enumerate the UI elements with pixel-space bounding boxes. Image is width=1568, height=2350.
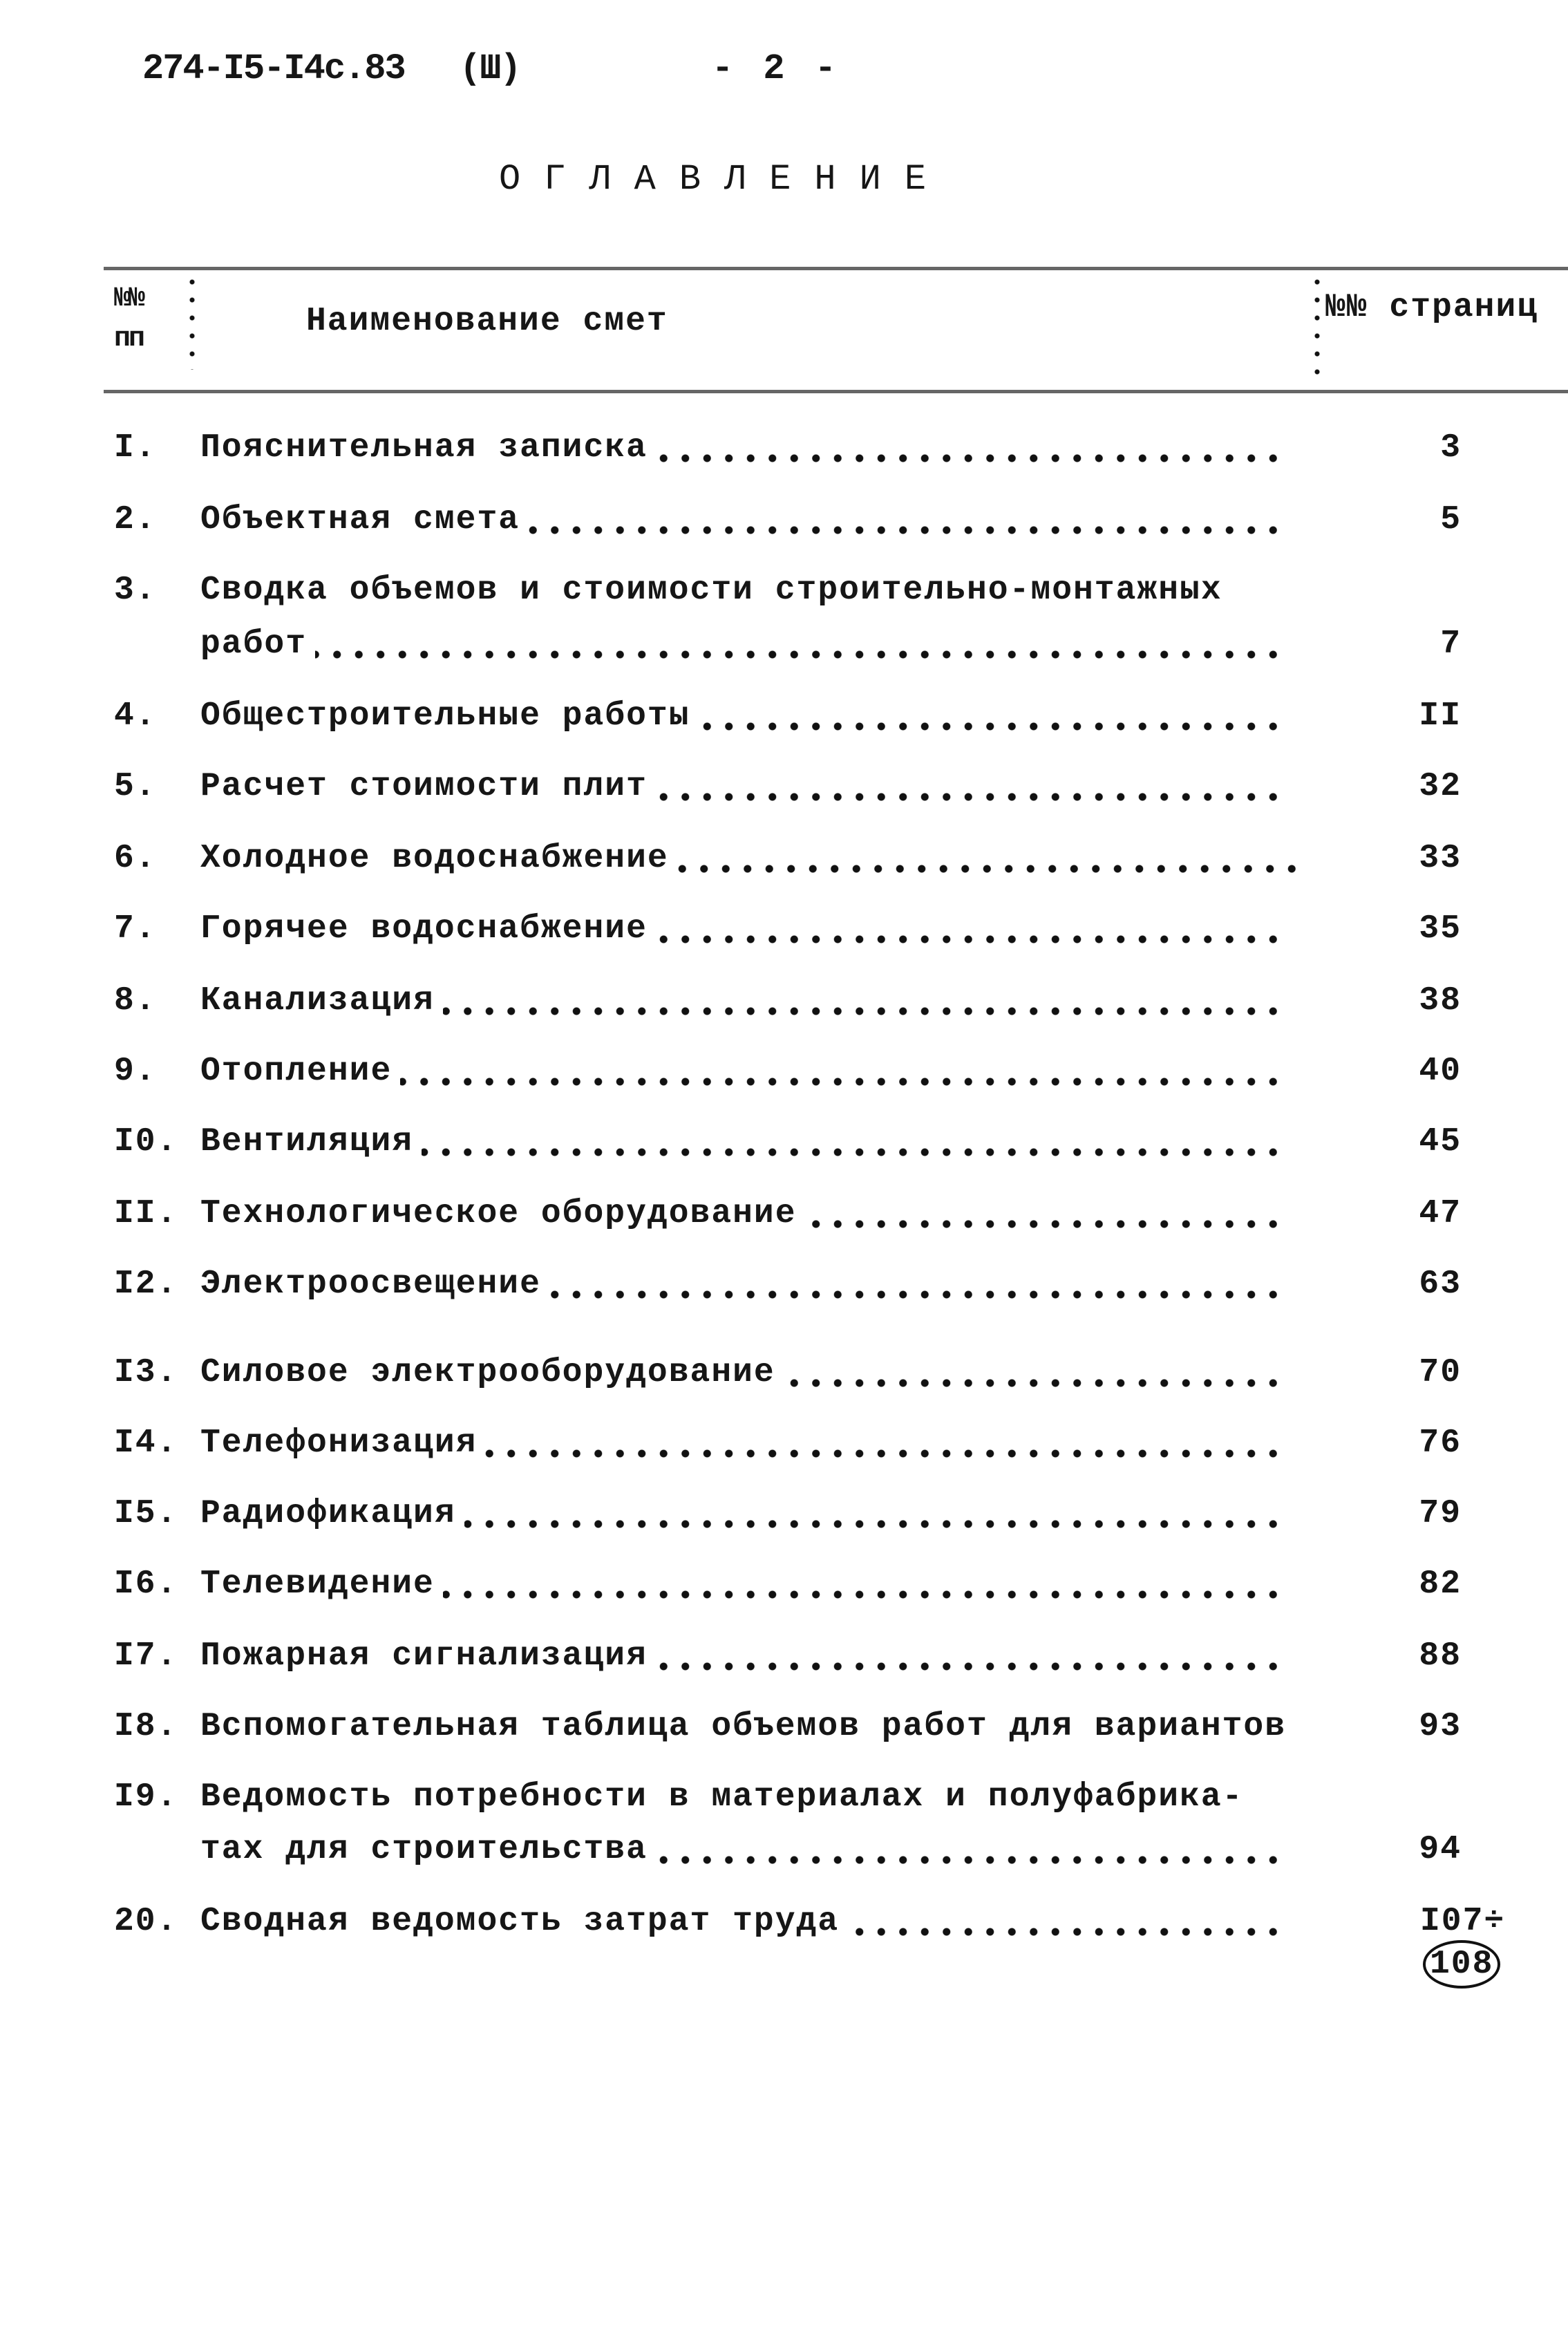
toc-item-number: 6.: [114, 840, 157, 877]
leader-dots: [805, 1217, 1284, 1231]
toc-item-title: работ: [200, 626, 308, 663]
toc-item-title: Телевидение: [200, 1566, 435, 1603]
toc-item-title: Канализация: [200, 982, 435, 1019]
toc-item-page: 32: [1419, 768, 1462, 805]
toc-item-number: I5.: [114, 1495, 178, 1532]
toc-item-title: Расчет стоимости плит: [200, 768, 648, 805]
document-code: 274-I5-I4c.83: [142, 48, 405, 89]
toc-item-number: I2.: [114, 1266, 178, 1303]
toc-item-title: Холодное водоснабжение: [200, 840, 669, 877]
toc-item-page: 47: [1419, 1195, 1462, 1232]
toc-item-number: I0.: [114, 1123, 178, 1160]
toc-item-title: Радиофикация: [200, 1495, 456, 1532]
leader-dots: [656, 790, 1284, 804]
toc-item-page: 93: [1419, 1708, 1462, 1745]
toc-item-page: 79: [1419, 1495, 1462, 1532]
toc-item-number: 7.: [114, 910, 157, 948]
toc-item-title: Объектная смета: [200, 501, 520, 538]
toc-item-title: Общестроительные работы: [200, 697, 690, 735]
column-separator: [189, 273, 195, 370]
leader-dots: [656, 1853, 1284, 1867]
toc-item-title: Ведомость потребности в материалах и полуфабрика-: [200, 1778, 1244, 1816]
toc-item-number: I3.: [114, 1354, 178, 1391]
toc-item-title: Пояснительная записка: [200, 429, 648, 467]
leader-dots: [699, 720, 1284, 733]
toc-item-title: Вентиляция: [200, 1123, 414, 1160]
document-part: (Ш): [460, 48, 520, 89]
toc-item-page: 35: [1419, 910, 1462, 948]
page-range-separator: ÷: [1484, 1903, 1506, 1940]
toc-item-page: 94: [1419, 1831, 1462, 1868]
col-num-label: №№: [114, 283, 144, 314]
toc-item-title: Пожарная сигнализация: [200, 1637, 648, 1675]
leader-dots: [677, 862, 1303, 876]
toc-item-page: 76: [1419, 1425, 1462, 1462]
toc-item-page: 5: [1440, 501, 1462, 538]
toc-item-title: Отопление: [200, 1053, 393, 1090]
leader-dots: [656, 1660, 1284, 1673]
leader-dots: [485, 1447, 1284, 1460]
toc-item-number: 2.: [114, 501, 157, 538]
toc-item-number: I.: [114, 429, 157, 467]
toc-item-number: I4.: [114, 1425, 178, 1462]
col-num-label: пп: [114, 323, 144, 355]
leader-dots: [443, 1004, 1284, 1018]
toc-item-number: 8.: [114, 982, 157, 1019]
toc-item-number: I7.: [114, 1637, 178, 1675]
toc-item-page: II: [1419, 697, 1462, 735]
toc-item-number: I6.: [114, 1566, 178, 1603]
toc-item-page: 88: [1419, 1637, 1462, 1675]
toc-item-number: 20.: [114, 1903, 178, 1940]
toc-item-title: Сводная ведомость затрат труда: [200, 1903, 840, 1940]
leader-dots: [656, 932, 1284, 946]
toc-item-page: 63: [1419, 1266, 1462, 1303]
leader-dots: [784, 1376, 1284, 1390]
toc-item-title: Горячее водоснабжение: [200, 910, 648, 948]
col-pages-label: №№ страниц: [1325, 289, 1539, 326]
toc-item-page: [1420, 1903, 1568, 1989]
toc-item-number: II.: [114, 1195, 178, 1232]
toc-item-title: Вспомогательная таблица объемов работ для вариантов: [200, 1708, 1287, 1745]
bottom-rule: [104, 390, 1568, 393]
leader-dots: [464, 1517, 1284, 1531]
toc-item-page: 38: [1419, 982, 1462, 1019]
leader-dots: [847, 1925, 1284, 1939]
toc-item-page: 33: [1419, 840, 1462, 877]
toc-item-number: 9.: [114, 1053, 157, 1090]
leader-dots: [315, 648, 1284, 661]
leader-dots: [528, 523, 1284, 537]
toc-item-title: тах для строительства: [200, 1831, 648, 1868]
toc-item-number: I8.: [114, 1708, 178, 1745]
page-title: ОГЛАВЛЕНИЕ: [499, 159, 950, 200]
toc-item-page: 70: [1419, 1354, 1462, 1391]
toc-item-title: Сводка объемов и стоимости строительно-монтажных: [200, 572, 1222, 609]
page-end-circled: 108: [1423, 1940, 1500, 1989]
toc-item-number: 5.: [114, 768, 157, 805]
col-name-label: Наименование смет: [306, 303, 668, 340]
toc-item-page: 82: [1419, 1566, 1462, 1603]
leader-dots: [443, 1588, 1284, 1601]
leader-dots: [422, 1145, 1284, 1159]
toc-item-number: 4.: [114, 697, 157, 735]
toc-item-page: 45: [1419, 1123, 1462, 1160]
toc-item-number: I9.: [114, 1778, 178, 1816]
toc-item-title: Электроосвещение: [200, 1266, 541, 1303]
leader-dots: [549, 1288, 1284, 1301]
leader-dots: [656, 451, 1284, 465]
toc-item-page: 40: [1419, 1053, 1462, 1090]
column-separator: [1314, 273, 1320, 380]
toc-item-page: 7: [1440, 626, 1462, 663]
page-start: I07: [1420, 1903, 1484, 1940]
page-number: - 2 -: [712, 48, 841, 89]
toc-item-page: 3: [1440, 429, 1462, 467]
top-rule: [104, 267, 1568, 270]
toc-item-title: Силовое электрооборудование: [200, 1354, 775, 1391]
leader-dots: [400, 1075, 1284, 1089]
toc-item-title: Технологическое оборудование: [200, 1195, 797, 1232]
toc-item-number: 3.: [114, 572, 157, 609]
toc-item-title: Телефонизация: [200, 1425, 478, 1462]
